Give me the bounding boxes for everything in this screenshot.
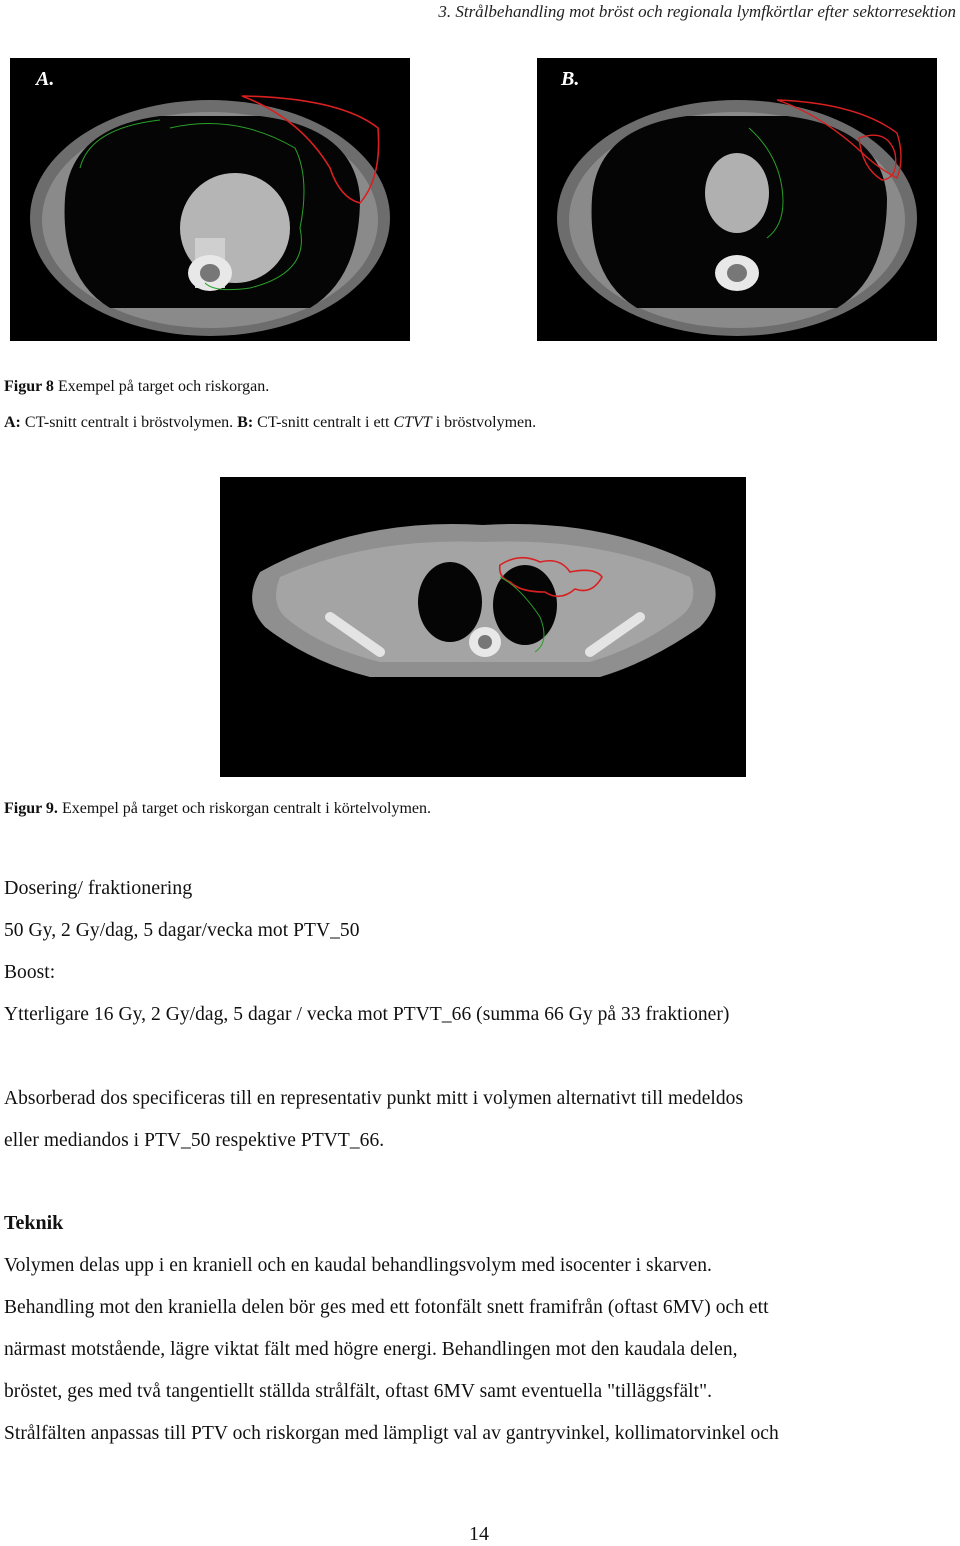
panel-a-label: A.: [36, 68, 55, 90]
figure8-caption-a-text: CT-snitt centralt i bröstvolymen.: [20, 414, 238, 431]
figure9-caption: [4, 800, 431, 818]
dosering-line-5: eller mediandos i PTV_50 respektive PTVT_66.: [4, 1130, 385, 1151]
figure8-caption-line1: [4, 378, 269, 396]
ct-image-figure9: [220, 477, 746, 777]
teknik-heading: Teknik: [4, 1212, 64, 1234]
ct-scan-neck: [220, 477, 746, 777]
dosering-heading: Dosering/ fraktionering: [4, 877, 193, 899]
figure8-caption-end: i bröstvolymen.: [431, 414, 537, 431]
ct-scan-chest-a: [10, 58, 410, 341]
ct-image-panel-b: [537, 58, 937, 341]
teknik-line-2: Behandling mot den kraniella delen bör ges med ett fotonfält snett framifrån (oftast 6MV) och ett: [4, 1297, 769, 1318]
teknik-line-3: närmast motstående, lägre viktat fält med högre energi. Behandlingen mot den kaudala delen,: [4, 1339, 738, 1360]
figure9-caption-text: Exempel på target och riskorgan centralt i körtelvolymen.: [57, 800, 432, 817]
ct-scan-chest-b: [537, 58, 937, 341]
panel-b-label: B.: [561, 68, 580, 90]
figure8-caption-text: Exempel på target och riskorgan.: [53, 378, 270, 395]
figure8-caption-a-label: A:: [4, 414, 21, 431]
figure8-caption-label: Figur 8: [4, 378, 54, 395]
page-number: 14: [469, 1523, 489, 1545]
teknik-line-5: Strålfälten anpassas till PTV och riskorgan med lämpligt val av gantryvinkel, kollimatorvinkel och: [4, 1423, 779, 1444]
figure8-caption-ctvt: CTVT: [393, 414, 432, 431]
running-header: 3. Strålbehandling mot bröst och regionala lymfkörtlar efter sektorresektion: [438, 2, 956, 21]
figure8-caption-b-text: CT-snitt centralt i ett: [253, 414, 394, 431]
dosering-line-2: Boost:: [4, 962, 56, 983]
figure8-caption-line2: [4, 414, 536, 432]
teknik-line-4: bröstet, ges med två tangentiellt ställda strålfält, oftast 6MV samt eventuella "tilläggsfält".: [4, 1381, 713, 1402]
dosering-line-1: 50 Gy, 2 Gy/dag, 5 dagar/vecka mot PTV_50: [4, 920, 360, 941]
dosering-line-3: Ytterligare 16 Gy, 2 Gy/dag, 5 dagar / vecka mot PTVT_66 (summa 66 Gy på 33 fraktioner): [4, 1004, 730, 1025]
ct-image-panel-a: [10, 58, 410, 341]
dosering-line-4: Absorberad dos specificeras till en representativ punkt mitt i volymen alternativt till medeldos: [4, 1088, 744, 1109]
figure9-caption-label: Figur 9.: [4, 800, 58, 817]
figure8-caption-b-label: B:: [237, 414, 254, 431]
teknik-line-1: Volymen delas upp i en kraniell och en kaudal behandlingsvolym med isocenter i skarven.: [4, 1255, 712, 1276]
